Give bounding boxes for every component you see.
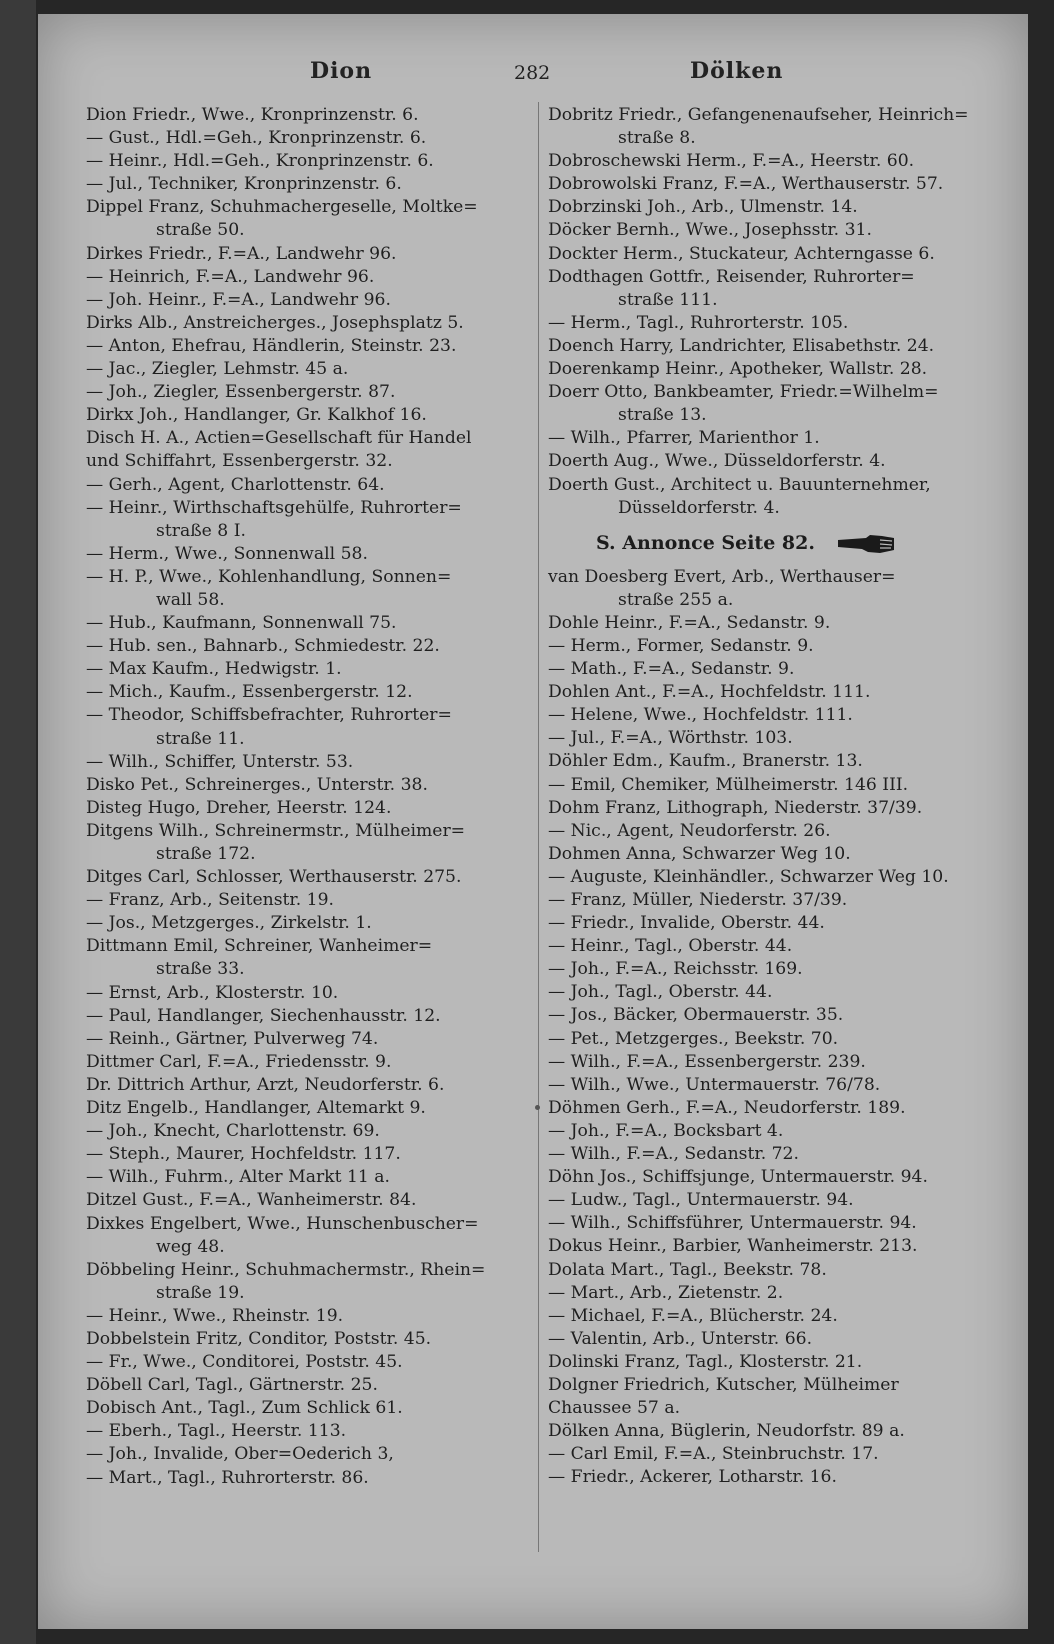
header-right-word: Dölken [690,58,784,84]
directory-entry-line: — Joh., Tagl., Oberstr. 44. [548,982,773,1003]
directory-entry-line: — Joh., Ziegler, Essenbergerstr. 87. [86,382,396,403]
directory-entry-line: — Joh. Heinr., F.=A., Landwehr 96. [86,289,391,310]
directory-entry-line: — Math., F.=A., Sedanstr. 9. [548,659,795,680]
directory-entry-line: Doench Harry, Landrichter, Elisabethstr. 24. [548,335,935,356]
directory-entry-line: — Jos., Metzgerges., Zirkelstr. 1. [86,913,372,934]
directory-entry-line: Dolata Mart., Tagl., Beekstr. 78. [548,1259,827,1280]
directory-entry-line: Döbbeling Heinr., Schuhmachermstr., Rhein= [86,1259,486,1280]
directory-entry-line: Dölken Anna, Büglerin, Neudorfstr. 89 a. [548,1421,905,1442]
directory-entry-line: Dohlen Ant., F.=A., Hochfeldstr. 111. [548,682,871,703]
directory-entry-line: — Eberh., Tagl., Heerstr. 113. [86,1421,347,1442]
directory-entry-line: — Pet., Metzgerges., Beekstr. 70. [548,1028,839,1049]
directory-entry-line: Ditz Engelb., Handlanger, Altemarkt 9. [86,1098,426,1119]
directory-entry-line: straße 8 I. [156,520,246,541]
directory-entry-line: — Reinh., Gärtner, Pulverweg 74. [86,1028,379,1049]
directory-entry-line: — Joh., Knecht, Charlottenstr. 69. [86,1121,380,1142]
directory-entry-line: straße 111. [618,289,718,310]
directory-entry-line: Dohmen Anna, Schwarzer Weg 10. [548,843,851,864]
directory-entry-line: Dodthagen Gottfr., Reisender, Ruhrorter= [548,266,915,287]
directory-entry-line: Döhmen Gerh., F.=A., Neudorferstr. 189. [548,1097,906,1118]
directory-entry-line: Ditges Carl, Schlosser, Werthauserstr. 275. [86,867,462,888]
directory-entry-line: — Heinr., Hdl.=Geh., Kronprinzenstr. 6. [86,151,434,172]
directory-entry-line: — Valentin, Arb., Unterstr. 66. [548,1328,813,1349]
directory-entry-line: Dockter Herm., Stuckateur, Achterngasse 6. [548,243,935,264]
column-divider [538,102,539,1552]
directory-entry-line: — Jul., F.=A., Wörthstr. 103. [548,728,793,749]
directory-entry-line: — Theodor, Schiffsbefrachter, Ruhrorter= [86,705,452,726]
directory-entry-line: Dirkes Friedr., F.=A., Landwehr 96. [86,243,397,264]
directory-entry-line: Doerenkamp Heinr., Apotheker, Wallstr. 28. [548,359,928,380]
directory-entry-line: — Heinr., Wwe., Rheinstr. 19. [86,1305,344,1326]
directory-entry-line: — Heinr., Tagl., Oberstr. 44. [548,936,793,957]
directory-entry-line: Disko Pet., Schreinerges., Unterstr. 38. [86,774,428,795]
directory-entry-line: straße 13. [618,405,707,426]
directory-entry-line: Döhler Edm., Kaufm., Branerstr. 13. [548,751,863,772]
directory-entry-line: Dirks Alb., Anstreicherges., Josephsplatz 5. [86,312,464,333]
page-number: 282 [514,62,551,84]
directory-entry-line: Dobbelstein Fritz, Conditor, Poststr. 45. [86,1328,432,1349]
directory-entry-line: — Wilh., Schiffer, Unterstr. 53. [86,751,354,772]
directory-entry-line: — Friedr., Invalide, Oberstr. 44. [548,913,825,934]
directory-entry-line: — Heinrich, F.=A., Landwehr 96. [86,266,375,287]
directory-entry-line: — Heinr., Wirthschaftsgehülfe, Ruhrorter= [86,497,462,518]
directory-entry-line: — Auguste, Kleinhändler., Schwarzer Weg 10. [548,866,949,887]
directory-entry-line: — Ernst, Arb., Klosterstr. 10. [86,982,339,1003]
directory-entry-line: — Mich., Kaufm., Essenbergerstr. 12. [86,682,413,703]
directory-entry-line: Dobrowolski Franz, F.=A., Werthauserstr. 57. [548,174,944,195]
directory-entry-line: straße 172. [156,844,256,864]
directory-entry-line: — Joh., F.=A., Reichsstr. 169. [548,959,803,980]
directory-entry-line: — Jos., Bäcker, Obermauerstr. 35. [548,1005,844,1026]
annonce-notice [548,520,1008,566]
directory-entry-line: — Emil, Chemiker, Mülheimerstr. 146 III. [548,774,909,795]
directory-entry-line: — Wilh., Schiffsführer, Untermauerstr. 94. [548,1213,917,1234]
directory-entry-line: Doerr Otto, Bankbeamter, Friedr.=Wilhelm= [548,382,939,403]
directory-entry-line: und Schiffahrt, Essenbergerstr. 32. [86,451,393,472]
directory-entry-line: Düsseldorferstr. 4. [618,497,780,518]
right-column-top [548,104,1008,520]
directory-entry-line: — Hub. sen., Bahnarb., Schmiedestr. 22. [86,636,440,657]
directory-entry-line: Dittmann Emil, Schreiner, Wanheimer= [86,936,433,957]
directory-entry-line: — Gerh., Agent, Charlottenstr. 64. [86,474,385,495]
header-left-word: Dion [310,58,373,84]
directory-entry-line: — Franz, Arb., Seitenstr. 19. [86,890,335,911]
directory-entry-line: — Jul., Techniker, Kronprinzenstr. 6. [86,174,402,195]
directory-entry-line: — Herm., Wwe., Sonnenwall 58. [86,543,368,564]
directory-entry-line: — H. P., Wwe., Kohlenhandlung, Sonnen= [86,566,452,587]
directory-entry-line: — Joh., F.=A., Bocksbart 4. [548,1120,784,1141]
directory-entry-line: weg 48. [156,1236,225,1257]
directory-entry-line: Dobritz Friedr., Gefangenenaufseher, Heinrich= [548,105,969,125]
directory-entry-line: — Joh., Invalide, Ober=Oederich 3, [86,1444,394,1465]
left-column [86,104,536,1490]
directory-entry-line: Dion Friedr., Wwe., Kronprinzenstr. 6. [86,105,419,125]
annonce-text: S. Annonce Seite 82. [596,531,815,554]
right-column-bottom [548,566,1008,1490]
previous-page-edge [0,0,36,1644]
directory-entry-line: Döhn Jos., Schiffsjunge, Untermauerstr. 94. [548,1167,928,1188]
directory-entry-line: — Wilh., F.=A., Sedanstr. 72. [548,1144,799,1165]
directory-entry-line: straße 8. [618,128,696,149]
directory-entry-line: Dolinski Franz, Tagl., Klosterstr. 21. [548,1351,863,1372]
directory-entry-line: Dippel Franz, Schuhmachergeselle, Moltke= [86,197,478,218]
directory-entry-line: Dittmer Carl, F.=A., Friedensstr. 9. [86,1051,392,1072]
directory-entry-line: — Wilh., Fuhrm., Alter Markt 11 a. [86,1167,390,1188]
directory-entry-line: Dr. Dittrich Arthur, Arzt, Neudorferstr. 6. [86,1074,445,1095]
directory-entry-line: Disch H. A., Actien=Gesellschaft für Handel [86,428,472,449]
directory-entry-line: straße 19. [156,1282,245,1303]
directory-entry-line: — Franz, Müller, Niederstr. 37/39. [548,890,848,910]
directory-entry-line: — Paul, Handlanger, Siechenhausstr. 12. [86,1005,441,1026]
directory-entry-line: — Hub., Kaufmann, Sonnenwall 75. [86,613,397,634]
directory-entry-line: — Anton, Ehefrau, Händlerin, Steinstr. 23. [86,335,457,356]
directory-entry-line: Dirkx Joh., Handlanger, Gr. Kalkhof 16. [86,405,427,426]
directory-entry-line: Dohle Heinr., F.=A., Sedanstr. 9. [548,612,831,633]
directory-entry-line: Döcker Bernh., Wwe., Josephsstr. 31. [548,220,872,241]
directory-entry-line: — Nic., Agent, Neudorferstr. 26. [548,820,831,841]
directory-entry-line: Ditgens Wilh., Schreinermstr., Mülheimer= [86,820,466,841]
directory-entry-line: — Herm., Tagl., Ruhrorterstr. 105. [548,312,849,333]
directory-entry-line: — Wilh., Wwe., Untermauerstr. 76/78. [548,1074,881,1095]
directory-entry-line: Dobisch Ant., Tagl., Zum Schlick 61. [86,1398,403,1419]
directory-entry-line: straße 33. [156,959,245,980]
directory-entry-line: Doerth Aug., Wwe., Düsseldorferstr. 4. [548,451,886,472]
directory-entry-line: — Mart., Tagl., Ruhrorterstr. 86. [86,1467,369,1488]
directory-entry-line: — Mart., Arb., Zietenstr. 2. [548,1282,784,1303]
directory-entry-line: straße 255 a. [618,589,734,610]
directory-entry-line: — Herm., Former, Sedanstr. 9. [548,635,814,656]
directory-entry-line: straße 50. [156,220,245,241]
directory-entry-line: straße 11. [156,728,245,749]
directory-entry-line: Dobroschewski Herm., F.=A., Heerstr. 60. [548,151,915,172]
directory-entry-line: — Steph., Maurer, Hochfeldstr. 117. [86,1144,401,1165]
directory-entry-line: Dokus Heinr., Barbier, Wanheimerstr. 213. [548,1236,918,1257]
directory-entry-line: — Wilh., F.=A., Essenbergerstr. 239. [548,1051,866,1072]
directory-entry-line: Ditzel Gust., F.=A., Wanheimerstr. 84. [86,1190,417,1211]
directory-entry-line: — Wilh., Pfarrer, Marienthor 1. [548,428,820,449]
directory-entry-line: Doerth Gust., Architect u. Bauunternehmer, [548,474,931,495]
directory-entry-line: — Michael, F.=A., Blücherstr. 24. [548,1305,838,1326]
directory-entry-line: — Gust., Hdl.=Geh., Kronprinzenstr. 6. [86,128,427,149]
directory-entry-line: — Carl Emil, F.=A., Steinbruchstr. 17. [548,1444,879,1465]
pointing-hand-icon [836,534,896,554]
directory-entry-line: — Jac., Ziegler, Lehmstr. 45 a. [86,359,349,380]
directory-entry-line: Disteg Hugo, Dreher, Heerstr. 124. [86,797,392,818]
directory-entry-line: Dolgner Friedrich, Kutscher, Mülheimer [548,1374,899,1395]
directory-entry-line: Dixkes Engelbert, Wwe., Hunschenbuscher= [86,1213,479,1234]
directory-entry-line: van Doesberg Evert, Arb., Werthauser= [548,566,896,587]
right-column [548,104,1008,1489]
directory-entry-line: Dobrzinski Joh., Arb., Ulmenstr. 14. [548,197,858,218]
directory-entry-line: Chaussee 57 a. [548,1398,681,1419]
directory-entry-line: — Ludw., Tagl., Untermauerstr. 94. [548,1190,854,1211]
directory-entry-line: — Friedr., Ackerer, Lotharstr. 16. [548,1467,837,1488]
directory-entry-line: Dohm Franz, Lithograph, Niederstr. 37/39. [548,797,923,818]
directory-entry-line: — Max Kaufm., Hedwigstr. 1. [86,659,342,680]
directory-entry-line: Döbell Carl, Tagl., Gärtnerstr. 25. [86,1375,378,1396]
directory-entry-line: — Helene, Wwe., Hochfeldstr. 111. [548,705,853,726]
directory-entry-line: — Fr., Wwe., Conditorei, Poststr. 45. [86,1352,403,1373]
directory-entry-line: wall 58. [156,589,225,610]
